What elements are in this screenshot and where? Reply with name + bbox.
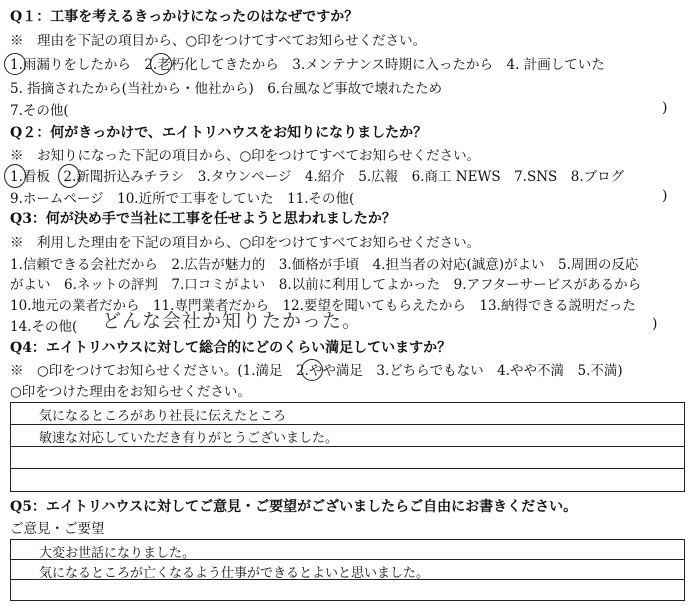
q4-reason-text: 敏速な対応していただき有りがとうございました。 xyxy=(39,431,339,446)
q2-options-2: 9.ホームページ 10.近所で工事をしていた 11.その他( xyxy=(10,191,355,207)
q4-reason-text: 気になるところがあり社長に伝えたところ xyxy=(39,409,287,424)
q1-options-3: 7.その他( xyxy=(10,103,69,119)
q2-circle-2 xyxy=(58,164,80,188)
q1-circle-2 xyxy=(150,53,172,75)
q5-title: Q5：エイトリハウスに対してご意見・ご要望がございましたらご自由にお書きください。 xyxy=(10,499,578,515)
q3-other-answer: どんな会社か知りたかった。 xyxy=(102,310,363,332)
q3-close-paren: ) xyxy=(652,316,658,332)
q1-options-2: 5. 指摘されたから(当社から・他社から) 6.台風など事故で壊れたため xyxy=(10,81,443,97)
q1-circle-1 xyxy=(4,53,26,75)
q4-reason-label: ○印をつけた理由をお知らせください。 xyxy=(10,384,251,400)
q5-comment-row xyxy=(11,540,684,560)
q1-options-1: 1.雨漏りをしたから 2.老朽化してきたから 3.メンテナンス時期に入ったから 4. 計画していた xyxy=(10,57,605,73)
q3-options-4: 14.その他( xyxy=(10,319,78,335)
q4-reason-row xyxy=(11,469,684,491)
q5-comment-row xyxy=(11,580,684,599)
q2-note: ※ お知りになった下記の項目から、○印をつけてすべてお知らせください。 xyxy=(10,148,481,164)
q4-note: ※ ○印をつけてお知らせください。(1.満足 2.やや満足 3.どちらでもない 4.やや不満 5.不満) xyxy=(10,363,623,379)
q1-title: Q１：工事を考えるきっかけになったのはなぜですか？ xyxy=(10,9,359,25)
q4-title: Q4：エイトリハウスに対して総合的にどのくらい満足していますか？ xyxy=(10,340,452,356)
q4-circle-2 xyxy=(301,359,323,381)
q1-note: ※ 理由を下記の項目から、○印をつけてすべてお知らせください。 xyxy=(10,33,427,49)
q3-title: Q3：何が決め手で当社に工事を任せようと思われましたか？ xyxy=(10,211,396,227)
q2-circle-1 xyxy=(4,164,26,188)
q2-close-paren: ) xyxy=(662,188,668,204)
q5-comment-box xyxy=(10,539,685,601)
q5-comment-text: 気になるところが亡くなるよう仕事ができるとよいと思いました。 xyxy=(39,566,430,581)
q2-title: Q２：何がきっかけで、エイトリハウスをお知りになりましたか？ xyxy=(10,125,428,141)
q5-label: ご意見・ご要望 xyxy=(10,521,105,537)
q3-note: ※ 利用した理由を下記の項目から、○印をつけてすべてお知らせください。 xyxy=(10,235,481,251)
q4-reason-row xyxy=(11,447,684,469)
q1-close-paren: ) xyxy=(662,100,668,116)
q2-options-1: 1.看板 2.新聞折込みチラシ 3.タウンページ 4.紹介 5.広報 6.商工 NEWS 7.SNS 8.ブログ xyxy=(10,169,625,185)
q3-options-3: 10.地元の業者だから 11.専門業者だから 12.要望を聞いてもらえたから 13.納得できる説明だった xyxy=(10,298,636,314)
q4-reason-row xyxy=(11,403,684,425)
q3-options-2: がよい 6.ネットの評判 7.口コミがよい 8.以前に利用してよかった 9.アフターサービスがあるから xyxy=(10,277,642,293)
q4-reason-box xyxy=(10,402,685,492)
q5-comment-text: 大変お世話になりました。 xyxy=(39,546,196,561)
q4-reason-row xyxy=(11,425,684,447)
q3-options-1: 1.信頼できる会社だから 2.広告が魅力的 3.価格が手頃 4.担当者の対応(誠意)がよい 5.周囲の反応 xyxy=(10,257,639,273)
q5-comment-row xyxy=(11,560,684,580)
